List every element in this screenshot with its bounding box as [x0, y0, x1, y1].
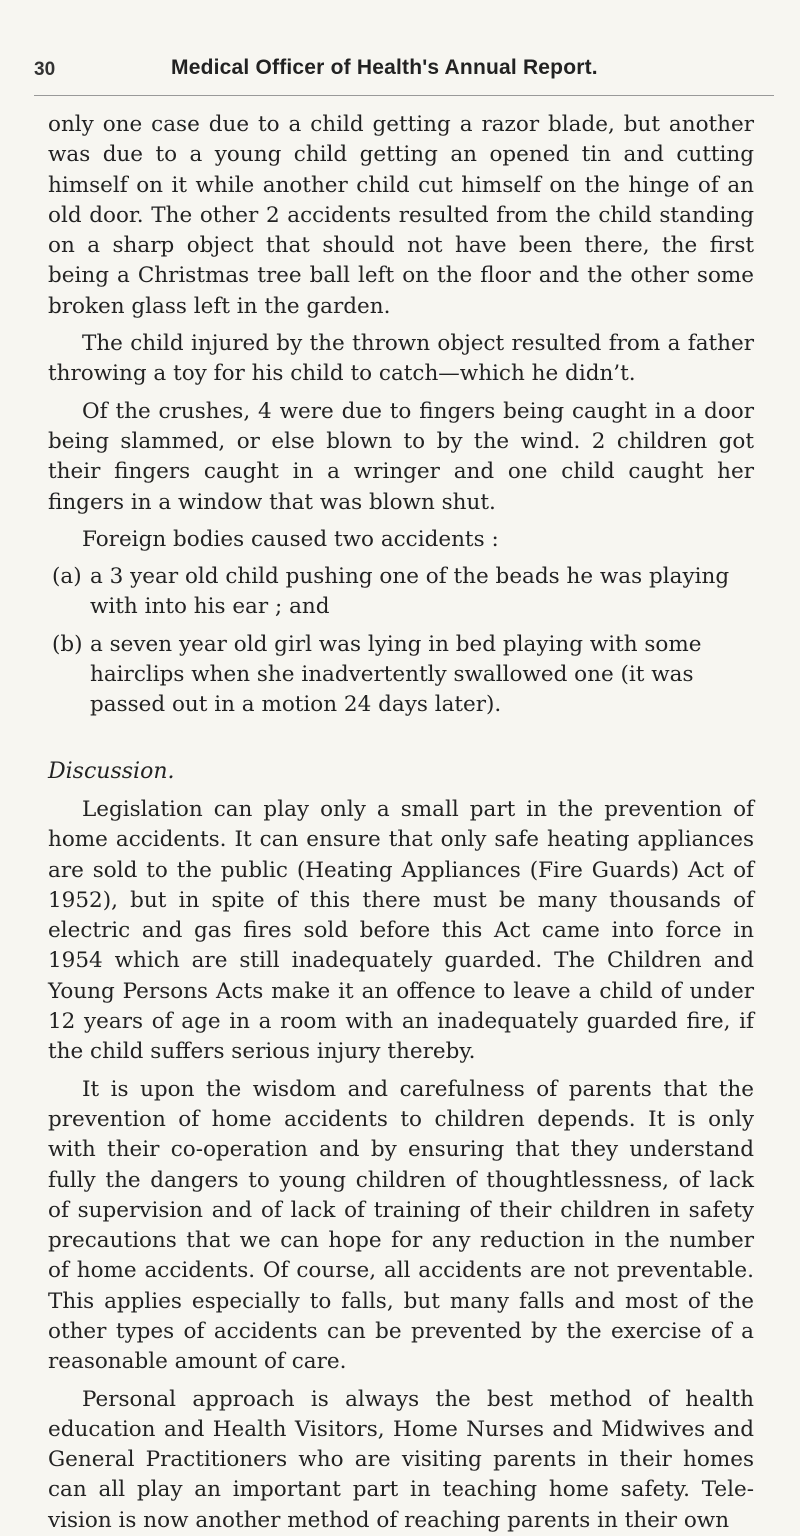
paragraph: Of the crushes, 4 were due to fingers being caught in a door being slammed, or else blown to by the wind. 2 children got their fingers caught in a wringer and one child caught her fingers in a window that was blown shut.	[48, 398, 754, 515]
body-text	[48, 110, 754, 1536]
paragraph: Legislation can play only a small part in the prevention of home accidents. It can ensure that only safe heating appliances are sold to the public (Heating Appliances (Fire Guards) Act of 1952), but in spite of this there must be many thousands of electric and gas fires sold before this Act came into force in 1954 which are still inadequately guarded. The Children and Young Persons Acts make it an offence to leave a child of under 12 years of age in a room with an inadequately guarded fire, if the child suffers serious injury thereby.	[48, 796, 754, 1065]
list-marker: (b)	[52, 631, 83, 657]
header-rule	[34, 95, 774, 96]
paragraph: only one case due to a child getting a razor blade, but another was due to a young child getting an opened tin and cutting himself on it while another child cut himself on the hinge of an old door. The other 2 accidents resulted from the child standing on a sharp object that should not have been there, the first being a Christmas tree ball left on the floor and the other some broken glass left in the garden.	[48, 112, 754, 319]
paragraph: Foreign bodies caused two accidents :	[82, 526, 499, 552]
list-item	[48, 562, 754, 623]
list-item-text: a 3 year old child pushing one of the beads he was playing with into his ear ; and	[90, 564, 730, 620]
list-marker: (a)	[52, 564, 82, 590]
list-item-text: a seven year old girl was lying in bed playing with some hairclips when she inadvertently swallowed one (it was passed out in a motion 24 days later).	[90, 631, 702, 718]
paragraph: The child injured by the thrown object resulted from a father throwing a toy for his child to catch—which he didn’t.	[48, 331, 754, 387]
paragraph: Personal approach is always the best method of health education and Health Visitors, Home Nurses and Midwives and General Practitioners who are visiting parents in their homes can all play an important part in teaching home safety. Tele-vision is now another method of reaching parents in their own	[48, 1386, 754, 1533]
page-number: 30	[34, 59, 56, 80]
list-item	[48, 630, 754, 721]
accident-list	[48, 562, 754, 720]
paragraph: It is upon the wisdom and carefulness of parents that the prevention of home accidents to children depends. It is only with their co-operation and by ensuring that they understand fully the dangers to young children of thoughtlessness, of lack of supervision and of lack of training of their children in safety precautions that we can hope for any reduction in the number of home accidents. Of course, all accidents are not preventable. This applies especially to falls, but many falls and most of the other types of accidents can be prevented by the exercise of a reasonable amount of care.	[48, 1076, 754, 1375]
section-heading: Discussion.	[48, 758, 175, 784]
running-title: Medical Officer of Health's Annual Report.	[171, 56, 598, 79]
page-header	[34, 55, 774, 95]
